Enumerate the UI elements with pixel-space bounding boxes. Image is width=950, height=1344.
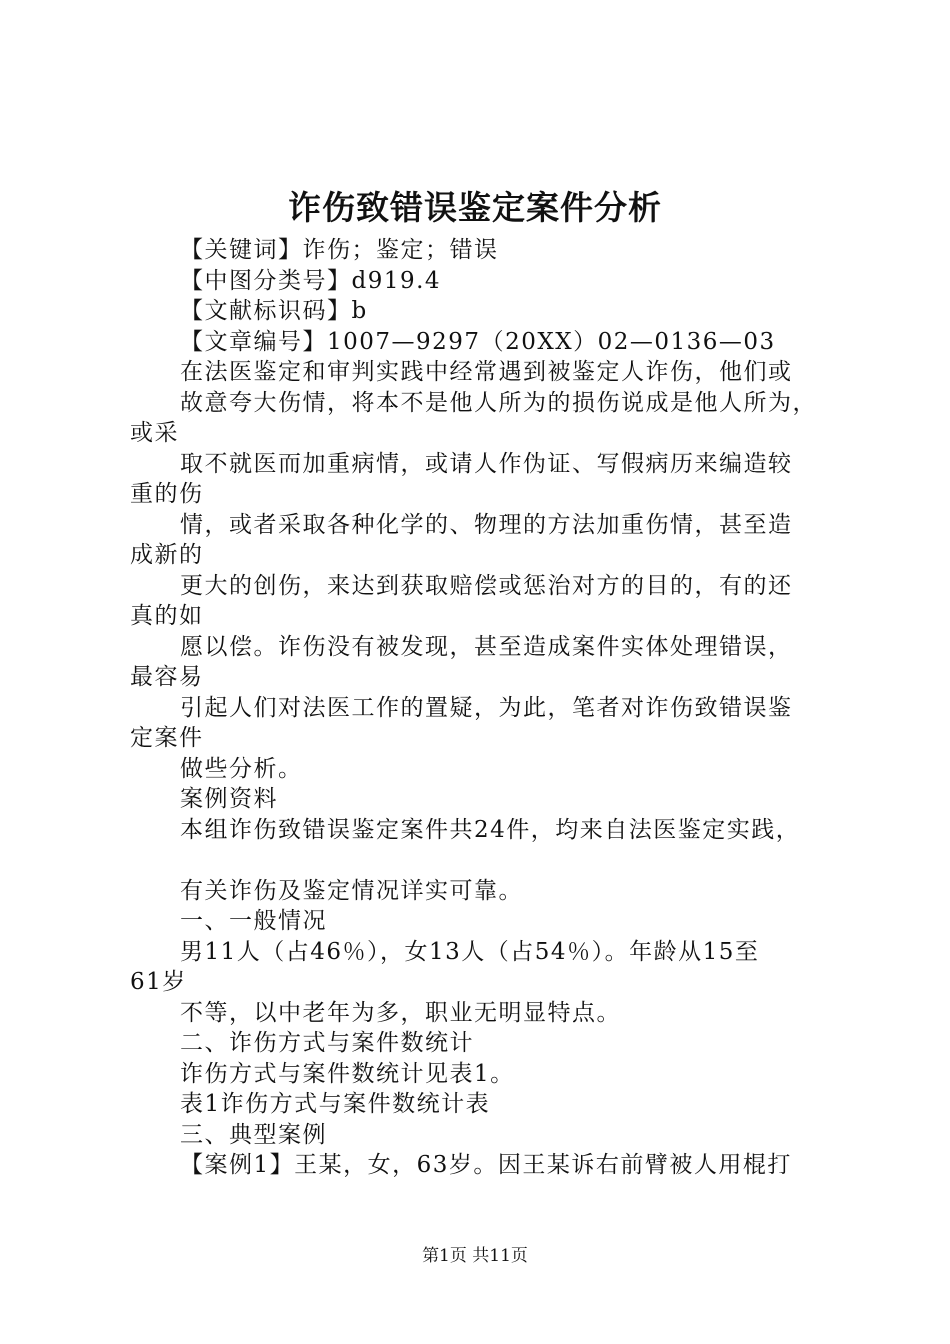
paragraph-line: 诈伤方式与案件数统计见表1。: [180, 1060, 515, 1087]
document-title: 诈伤致错误鉴定案件分析: [288, 188, 662, 227]
paragraph-line: 真的如: [130, 603, 204, 629]
page-footer: 第1页 共11页: [422, 1246, 528, 1266]
paragraph-line: 不等，以中老年为多，职业无明显特点。: [180, 999, 621, 1026]
keywords-line: 【关键词】诈伤；鉴定；错误: [180, 237, 499, 263]
paragraph-line: 或采: [130, 420, 179, 446]
document-body: [130, 235, 842, 1181]
classification-line: 【中图分类号】d919.4: [180, 267, 442, 294]
section-heading: 三、典型案例: [180, 1121, 327, 1148]
paragraph-line: 情，或者采取各种化学的、物理的方法加重伤情，甚至造: [180, 511, 793, 538]
paragraph-line: 成新的: [130, 542, 204, 568]
blank-line: [130, 845, 842, 876]
document-code-line: 【文献标识码】b: [180, 298, 368, 324]
paragraph-line: 本组诈伤致错误鉴定案件共24件，均来自法医鉴定实践，: [180, 816, 801, 843]
article-number-line: 【文章编号】1007—9297（20XX）02—0136—03: [180, 328, 776, 355]
paragraph-line: 定案件: [130, 725, 204, 751]
paragraph-line: 有关诈伤及鉴定情况详实可靠。: [180, 877, 523, 904]
section-heading: 案例资料: [180, 786, 278, 812]
paragraph-line: 最容易: [130, 664, 204, 690]
paragraph-line: 引起人们对法医工作的置疑，为此，笔者对诈伤致错误鉴: [180, 694, 793, 721]
paragraph-line: 愿以偿。诈伤没有被发现，甚至造成案件实体处理错误，: [180, 633, 793, 660]
paragraph-line: 更大的创伤，来达到获取赔偿或惩治对方的目的，有的还: [180, 572, 793, 599]
paragraph-line: 重的伤: [130, 481, 204, 507]
paragraph-line: 【案例1】王某，女，63岁。因王某诉右前臂被人用棍打: [180, 1152, 792, 1178]
paragraph-line: 故意夸大伤情，将本不是他人所为的损伤说成是他人所为，: [180, 389, 817, 416]
paragraph-line: 取不就医而加重病情，或请人作伪证、写假病历来编造较: [180, 450, 793, 477]
paragraph-line: 在法医鉴定和审判实践中经常遇到被鉴定人诈伤，他们或: [180, 359, 793, 385]
table-caption: 表1诈伤方式与案件数统计表: [180, 1091, 491, 1117]
section-heading: 一、一般情况: [180, 908, 327, 934]
paragraph-line: 61岁: [130, 969, 187, 995]
section-heading: 二、诈伤方式与案件数统计: [180, 1030, 474, 1056]
paragraph-line: 做些分析。: [180, 755, 303, 782]
paragraph-line: 男11人（占46％），女13人（占54％）。年龄从15至: [180, 938, 760, 965]
